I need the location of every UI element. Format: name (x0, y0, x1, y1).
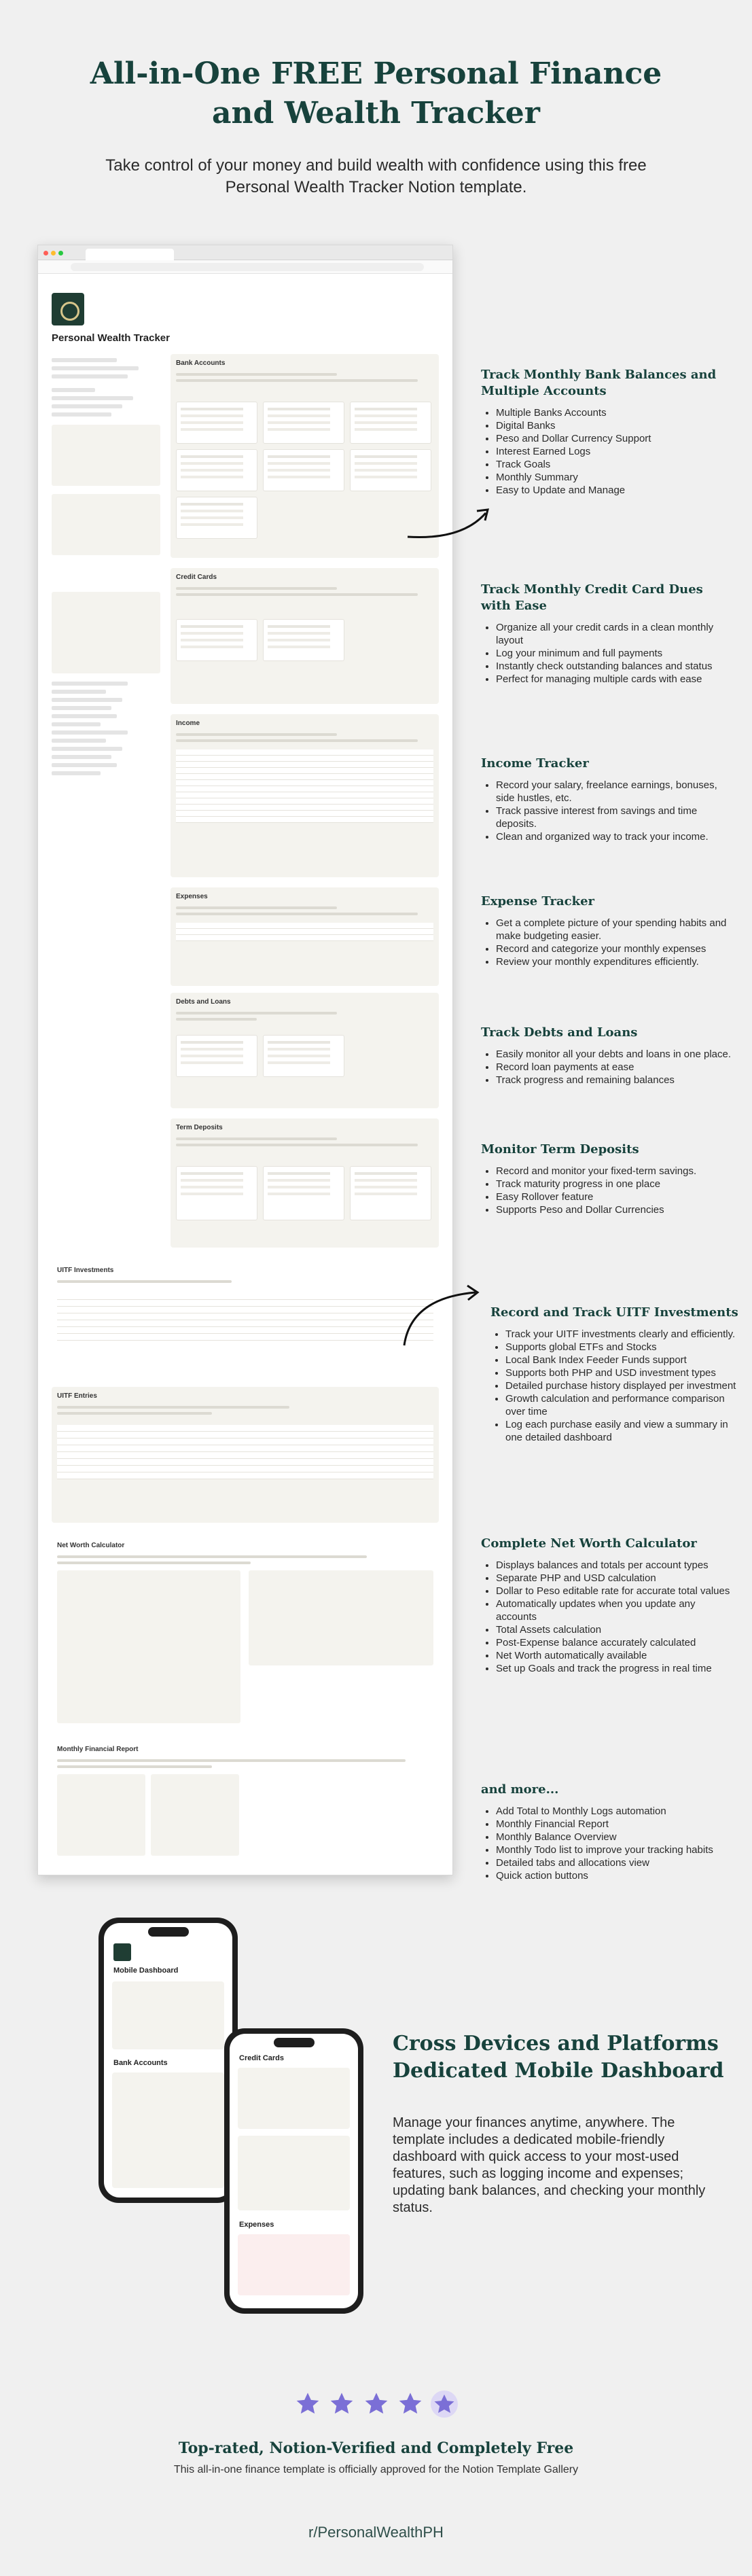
uitf-investments-heading: UITF Investments (57, 1267, 114, 1274)
feature-item: • Track Goals (496, 458, 734, 471)
feature-credit-cards (481, 582, 734, 686)
term-deposits-panel (171, 1118, 439, 1248)
rating-text: This all-in-one finance template is officially approved for the Notion Template Gallery (173, 2464, 579, 2475)
hero-subtitle: Take control of your money and build wealth with confidence using this free Personal Wealth Tracker Notion template. (105, 156, 647, 196)
feature-item: • Detailed tabs and allocations view (496, 1856, 734, 1869)
feature-title: Expense Tracker (481, 894, 595, 908)
income-heading: Income (176, 720, 200, 727)
net-worth-panel (52, 1536, 439, 1733)
feature-item: • Track passive interest from savings and time deposits. (496, 805, 734, 830)
feature-title: and more... (481, 1782, 559, 1797)
sidebar-todo (52, 592, 160, 932)
arrow-to-uitf-features-icon (397, 1277, 493, 1352)
feature-item: • Track progress and remaining balances (496, 1074, 734, 1087)
feature-item: • Monthly Financial Report (496, 1818, 734, 1831)
star-icon (328, 2390, 355, 2418)
expenses-heading: Expenses (176, 893, 208, 900)
phone1-title: Mobile Dashboard (113, 1966, 179, 1975)
feature-expenses (481, 894, 734, 968)
feature-item: • Log your minimum and full payments (496, 647, 734, 660)
uitf-investments-panel (52, 1261, 439, 1377)
feature-title: Monitor Term Deposits (481, 1142, 639, 1157)
mobile-heading: Cross Devices and Platforms Dedicated Mobile Dashboard (393, 2032, 724, 2083)
feature-title: Complete Net Worth Calculator (481, 1536, 697, 1551)
phone1-section: Bank Accounts (113, 2059, 168, 2067)
feature-bank-accounts (481, 367, 734, 497)
mobile-credit-cards-phone (224, 2028, 363, 2314)
feature-item: • Separate PHP and USD calculation (496, 1572, 734, 1585)
star-icon (363, 2390, 390, 2418)
feature-item: • Quick action buttons (496, 1869, 734, 1882)
hero-title-line-1: All-in-One FREE Personal Finance (90, 56, 662, 91)
feature-uitf (490, 1305, 743, 1444)
feature-item: • Digital Banks (496, 419, 734, 432)
mobile-dashboard-phone (99, 1918, 238, 2203)
feature-title: Income Tracker (481, 756, 589, 771)
feature-item: • Growth calculation and performance comparison over time (505, 1392, 743, 1418)
template-screenshot (37, 245, 453, 1875)
rating-title: Top-rated, Notion-Verified and Completely Free (178, 2439, 574, 2457)
feature-item: • Multiple Banks Accounts (496, 406, 734, 419)
feature-item: • Interest Earned Logs (496, 445, 734, 458)
feature-net-worth (481, 1536, 734, 1675)
expenses-panel (171, 887, 439, 986)
star-icon (397, 2390, 424, 2418)
feature-item: • Net Worth automatically available (496, 1649, 734, 1662)
feature-item: • Supports Peso and Dollar Currencies (496, 1203, 734, 1216)
feature-item: • Supports both PHP and USD investment types (505, 1366, 743, 1379)
feature-item: • Review your monthly expenditures efficiently. (496, 955, 734, 968)
feature-item: • Record loan payments at ease (496, 1061, 734, 1074)
feature-item: • Get a complete picture of your spending habits and make budgeting easier. (496, 917, 734, 942)
hero-title-line-2: and Wealth Tracker (212, 96, 540, 130)
star-icon (294, 2390, 321, 2418)
feature-debts-loans (481, 1025, 734, 1087)
feature-item: • Monthly Todo list to improve your tracking habits (496, 1843, 734, 1856)
wealth-logo-icon (52, 293, 84, 325)
feature-item: • Record and categorize your monthly expenses (496, 942, 734, 955)
credit-cards-heading: Credit Cards (176, 574, 217, 581)
feature-title: Record and Track UITF Investments (490, 1305, 738, 1320)
net-worth-heading: Net Worth Calculator (57, 1542, 125, 1549)
feature-term-deposits (481, 1142, 734, 1216)
feature-item: • Easily monitor all your debts and loans in one place. (496, 1048, 734, 1061)
feature-item: • Detailed purchase history displayed per investment (505, 1379, 743, 1392)
feature-more (481, 1782, 734, 1882)
feature-item: • Monthly Balance Overview (496, 1831, 734, 1843)
template-page-title: Personal Wealth Tracker (52, 332, 170, 344)
feature-item: • Displays balances and totals per account types (496, 1559, 734, 1572)
feature-item: • Record your salary, freelance earnings, bonuses, side hustles, etc. (496, 779, 734, 805)
income-panel (171, 714, 439, 877)
rating-stars (0, 2390, 752, 2418)
monthly-report-panel (52, 1740, 439, 1869)
feature-item: • Clean and organized way to track your income. (496, 830, 734, 843)
feature-item: • Set up Goals and track the progress in real time (496, 1662, 734, 1675)
community-handle: r/PersonalWealthPH (308, 2524, 444, 2541)
feature-item: • Perfect for managing multiple cards with ease (496, 673, 734, 686)
feature-item: • Track maturity progress in one place (496, 1178, 734, 1190)
sidebar-navigation (52, 354, 160, 585)
uitf-entries-heading: UITF Entries (57, 1392, 97, 1400)
phone2-section: Expenses (239, 2221, 274, 2229)
feature-item: • Total Assets calculation (496, 1623, 734, 1636)
uitf-entries-panel (52, 1387, 439, 1523)
feature-item: • Easy to Update and Manage (496, 484, 734, 497)
term-deposits-heading: Term Deposits (176, 1124, 223, 1131)
browser-tabbar (38, 245, 452, 260)
feature-title: Track Debts and Loans (481, 1025, 638, 1040)
feature-item: • Easy Rollover feature (496, 1190, 734, 1203)
feature-item: • Instantly check outstanding balances and status (496, 660, 734, 673)
phone2-title: Credit Cards (239, 2054, 285, 2062)
mobile-description: Manage your finances anytime, anywhere. The template includes a dedicated mobile-friendly dashboard with quick access to your most-used features, such as logging income and expenses; updating bank balances, and checking your monthly status. (393, 2115, 706, 2215)
feature-item: • Post-Expense balance accurately calculated (496, 1636, 734, 1649)
feature-title: Track Monthly Credit Card Dues with Ease (481, 582, 703, 613)
feature-item: • Organize all your credit cards in a clean monthly layout (496, 621, 734, 647)
feature-item: • Local Bank Index Feeder Funds support (505, 1354, 743, 1366)
feature-item: • Monthly Summary (496, 471, 734, 484)
feature-item: • Record and monitor your fixed-term savings. (496, 1165, 734, 1178)
feature-item: • Dollar to Peso editable rate for accurate total values (496, 1585, 734, 1598)
feature-item: • Supports global ETFs and Stocks (505, 1341, 743, 1354)
browser-urlbar (38, 260, 452, 274)
feature-item: • Log each purchase easily and view a summary in one detailed dashboard (505, 1418, 743, 1444)
arrow-to-bank-features-icon (401, 503, 503, 544)
bank-accounts-panel (171, 354, 439, 558)
feature-item: • Add Total to Monthly Logs automation (496, 1805, 734, 1818)
feature-income (481, 756, 734, 843)
star-icon (431, 2390, 458, 2418)
bank-accounts-heading: Bank Accounts (176, 359, 226, 367)
debts-loans-panel (171, 993, 439, 1108)
credit-cards-panel (171, 568, 439, 704)
debts-loans-heading: Debts and Loans (176, 998, 231, 1006)
feature-item: • Track your UITF investments clearly and efficiently. (505, 1328, 743, 1341)
monthly-report-heading: Monthly Financial Report (57, 1746, 139, 1753)
feature-item: • Peso and Dollar Currency Support (496, 432, 734, 445)
feature-title: Track Monthly Bank Balances and Multiple Accounts (481, 368, 717, 398)
feature-item: • Automatically updates when you update any accounts (496, 1598, 734, 1623)
hero-title (0, 54, 752, 133)
